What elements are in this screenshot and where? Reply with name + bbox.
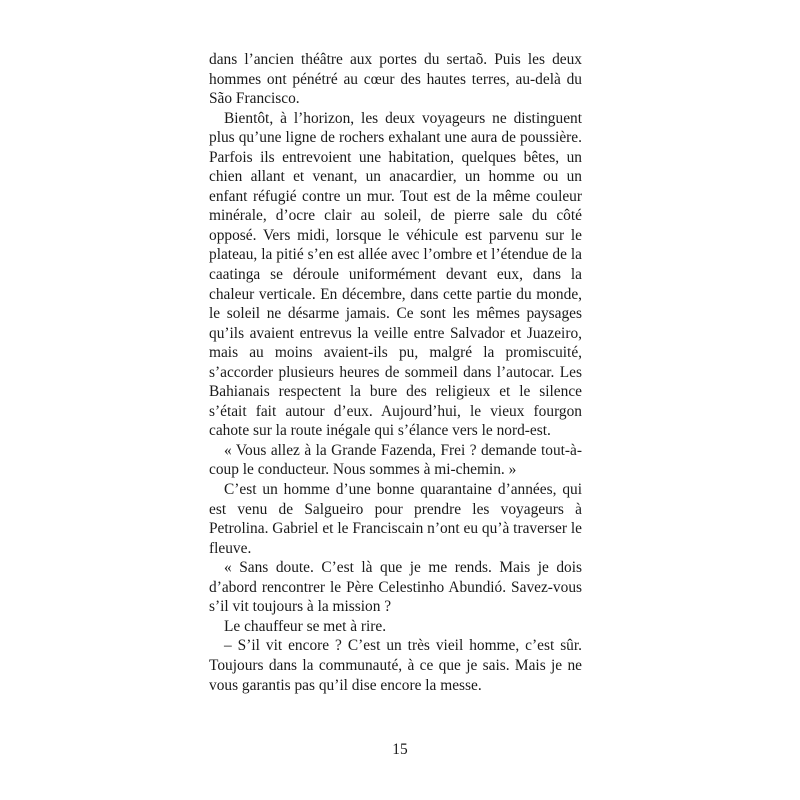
paragraph-7: – S’il vit encore ? C’est un très vieil homme, c’est sûr. Toujours dans la communauté, à ce que je sais. Mais je ne vous garantis pas qu’il dise encore la messe. xyxy=(209,637,582,694)
paragraph-5: « Sans doute. C’est là que je me rends. Mais je dois d’abord rencontrer le Père Celestinho Abundió. Savez-vous s’il vit toujours à la mission ? xyxy=(209,559,582,616)
paragraph-4: C’est un homme d’une bonne quarantaine d’années, qui est venu de Salgueiro pour prendre les voyageurs à Petrolina. Gabriel et le Franciscain n’ont eu qu’à traverser le fleuve. xyxy=(209,481,582,557)
body-text xyxy=(209,50,582,695)
paragraph-3: « Vous allez à la Grande Fazenda, Frei ? demande tout-à-coup le conducteur. Nous sommes à mi-chemin. » xyxy=(209,441,582,479)
paragraph-1: dans l’ancien théâtre aux portes du sertaõ. Puis les deux hommes ont pénétré au cœur des hautes terres, au-delà du São Francisco. xyxy=(209,51,582,108)
paragraph-2: Bientôt, à l’horizon, les deux voyageurs ne distinguent plus qu’une ligne de rochers exhalant une aura de poussière. Parfois ils entrevoient une habitation, quelques bêtes, un chien allant et venant, un anacardier, un homme ou un enfant réfugié contre un mur. Tout est de la même couleur minérale, d’ocre clair au soleil, de pierre sale du côté opposé. Vers midi, lorsque le véhicule est parvenu sur le plateau, la pitié s’en est allée avec l’ombre et l’étendue de la caatinga se déroule uniformément devant eux, dans la chaleur verticale. En décembre, dans cette partie du monde, le soleil ne désarme jamais. Ce sont les mêmes paysages qu’ils avaient entrevus la veille entre Salvador et Juazeiro, mais au moins avaient-ils pu, malgré la promiscuité, s’accorder plusieurs heures de sommeil dans l’autocar. Les Bahianais respectent la bure des religieux et le silence s’était fait autour d’eux. Aujourd’hui, le vieux fourgon cahote sur la route inégale qui s’élance vers le nord-est. xyxy=(209,109,582,440)
paragraph-6: Le chauffeur se met à rire. xyxy=(224,617,387,635)
page-number: 15 xyxy=(392,741,408,758)
